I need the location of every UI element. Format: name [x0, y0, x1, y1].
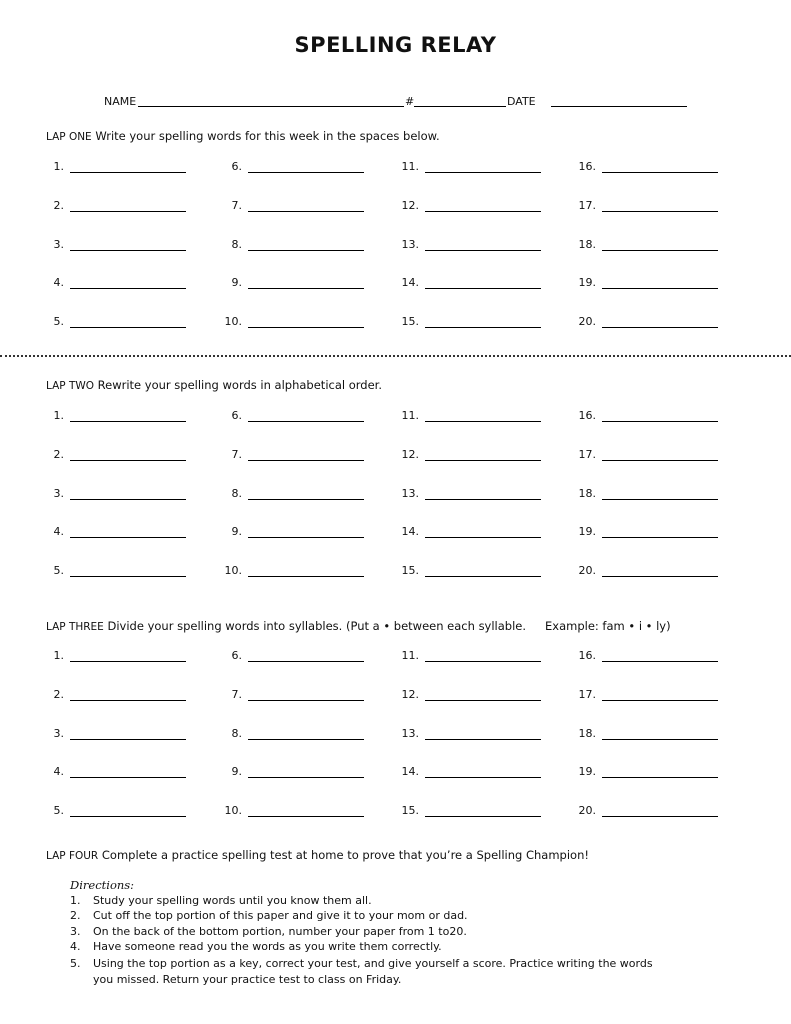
lap-one-number-label: 9. [231, 276, 242, 289]
lap-three-number-label: 10. [224, 804, 242, 817]
cut-line [0, 355, 791, 357]
lap-one-instruction: Write your spelling words for this week in the spaces below. [95, 129, 440, 143]
lap-one-answer-blank[interactable] [425, 250, 541, 251]
lap-two-number-label: 18. [578, 487, 596, 500]
lap-one-answer-blank[interactable] [602, 288, 718, 289]
lap-two-number-label: 5. [53, 564, 64, 577]
direction-number: 5. [70, 957, 81, 970]
lap-three-number-label: 5. [53, 804, 64, 817]
lap-three-answer-blank[interactable] [70, 816, 186, 817]
lap-one-answer-blank[interactable] [248, 211, 364, 212]
lap-three-number-label: 12. [401, 688, 419, 701]
lap-four-name: LAP FOUR [46, 850, 99, 862]
lap-two-answer-blank[interactable] [425, 499, 541, 500]
lap-three-answer-blank[interactable] [425, 661, 541, 662]
number-field[interactable] [414, 106, 506, 107]
lap-two-answer-blank[interactable] [602, 421, 718, 422]
lap-one-answer-blank[interactable] [425, 327, 541, 328]
date-label: DATE [507, 95, 536, 108]
lap-three-number-label: 13. [401, 727, 419, 740]
lap-one-answer-blank[interactable] [70, 172, 186, 173]
name-field[interactable] [138, 106, 404, 107]
lap-one-answer-blank[interactable] [248, 172, 364, 173]
lap-one-number-label: 12. [401, 199, 419, 212]
lap-two-number-label: 1. [53, 409, 64, 422]
lap-two-answer-blank[interactable] [70, 460, 186, 461]
lap-three-answer-blank[interactable] [602, 816, 718, 817]
lap-two-number-label: 7. [231, 448, 242, 461]
lap-three-title [46, 619, 526, 633]
lap-three-instruction: Divide your spelling words into syllables. (Put a • between each syllable. [107, 619, 527, 633]
lap-three-number-label: 6. [231, 649, 242, 662]
lap-two-number-label: 12. [401, 448, 419, 461]
lap-one-number-label: 4. [53, 276, 64, 289]
lap-one-number-label: 20. [578, 315, 596, 328]
lap-three-number-label: 20. [578, 804, 596, 817]
lap-one-answer-blank[interactable] [248, 250, 364, 251]
lap-one-number-label: 3. [53, 238, 64, 251]
lap-one-answer-blank[interactable] [602, 327, 718, 328]
lap-two-answer-blank[interactable] [70, 421, 186, 422]
lap-three-number-label: 17. [578, 688, 596, 701]
lap-three-number-label: 18. [578, 727, 596, 740]
lap-three-answer-blank[interactable] [425, 816, 541, 817]
lap-two-answer-blank[interactable] [70, 537, 186, 538]
direction-item [70, 925, 467, 938]
lap-three-answer-blank[interactable] [70, 777, 186, 778]
direction-text: Using the top portion as a key, correct your test, and give yourself a score. Practice writing the words [93, 957, 653, 970]
lap-two-title [46, 378, 382, 392]
lap-three-example: Example: fam • i • ly) [545, 619, 671, 633]
number-label: # [405, 95, 415, 108]
lap-one-number-label: 5. [53, 315, 64, 328]
lap-two-answer-blank[interactable] [602, 576, 718, 577]
lap-three-number-label: 3. [53, 727, 64, 740]
lap-two-answer-blank[interactable] [248, 537, 364, 538]
lap-one-answer-blank[interactable] [602, 172, 718, 173]
lap-one-number-label: 14. [401, 276, 419, 289]
lap-two-answer-blank[interactable] [70, 499, 186, 500]
lap-two-number-label: 10. [224, 564, 242, 577]
lap-one-answer-blank[interactable] [70, 327, 186, 328]
lap-one-number-label: 2. [53, 199, 64, 212]
lap-three-answer-blank[interactable] [70, 700, 186, 701]
lap-two-number-label: 6. [231, 409, 242, 422]
lap-two-number-label: 20. [578, 564, 596, 577]
lap-two-answer-blank[interactable] [248, 576, 364, 577]
lap-one-number-label: 19. [578, 276, 596, 289]
lap-three-number-label: 19. [578, 765, 596, 778]
lap-three-answer-blank[interactable] [248, 816, 364, 817]
lap-two-answer-blank[interactable] [248, 421, 364, 422]
lap-one-answer-blank[interactable] [425, 288, 541, 289]
lap-one-number-label: 17. [578, 199, 596, 212]
lap-three-answer-blank[interactable] [70, 661, 186, 662]
lap-one-answer-blank[interactable] [248, 327, 364, 328]
lap-two-answer-blank[interactable] [248, 499, 364, 500]
lap-two-answer-blank[interactable] [248, 460, 364, 461]
lap-three-name: LAP THREE [46, 621, 104, 633]
lap-one-answer-blank[interactable] [70, 288, 186, 289]
lap-one-number-label: 8. [231, 238, 242, 251]
direction-text-continued: you missed. Return your practice test to class on Friday. [93, 973, 402, 986]
lap-three-answer-blank[interactable] [70, 739, 186, 740]
lap-three-number-label: 16. [578, 649, 596, 662]
lap-one-number-label: 11. [401, 160, 419, 173]
lap-two-instruction: Rewrite your spelling words in alphabetical order. [97, 378, 382, 392]
lap-one-number-label: 1. [53, 160, 64, 173]
lap-two-answer-blank[interactable] [425, 537, 541, 538]
lap-one-number-label: 10. [224, 315, 242, 328]
page-title: SPELLING RELAY [294, 33, 497, 57]
lap-two-answer-blank[interactable] [425, 576, 541, 577]
lap-three-answer-blank[interactable] [425, 777, 541, 778]
lap-three-number-label: 1. [53, 649, 64, 662]
lap-three-answer-blank[interactable] [602, 777, 718, 778]
lap-four-instruction: Complete a practice spelling test at home to prove that you’re a Spelling Champion! [101, 848, 589, 862]
lap-two-number-label: 13. [401, 487, 419, 500]
lap-three-answer-blank[interactable] [425, 739, 541, 740]
lap-one-number-label: 15. [401, 315, 419, 328]
lap-three-number-label: 7. [231, 688, 242, 701]
lap-one-name: LAP ONE [46, 131, 92, 143]
direction-number: 3. [70, 925, 81, 938]
lap-three-answer-blank[interactable] [425, 700, 541, 701]
lap-two-answer-blank[interactable] [425, 460, 541, 461]
lap-three-number-label: 14. [401, 765, 419, 778]
direction-item [70, 957, 653, 970]
lap-one-answer-blank[interactable] [602, 211, 718, 212]
lap-three-answer-blank[interactable] [602, 739, 718, 740]
lap-three-number-label: 8. [231, 727, 242, 740]
direction-item [70, 894, 372, 907]
lap-two-answer-blank[interactable] [602, 460, 718, 461]
direction-text: Have someone read you the words as you write them correctly. [93, 940, 442, 953]
lap-one-number-label: 13. [401, 238, 419, 251]
lap-two-number-label: 9. [231, 525, 242, 538]
lap-one-number-label: 7. [231, 199, 242, 212]
lap-two-answer-blank[interactable] [602, 499, 718, 500]
lap-one-answer-blank[interactable] [70, 250, 186, 251]
direction-item [70, 909, 468, 922]
lap-three-answer-blank[interactable] [602, 661, 718, 662]
date-field[interactable] [551, 106, 687, 107]
lap-three-number-label: 2. [53, 688, 64, 701]
lap-one-answer-blank[interactable] [602, 250, 718, 251]
lap-two-answer-blank[interactable] [70, 576, 186, 577]
lap-three-answer-blank[interactable] [248, 739, 364, 740]
lap-two-name: LAP TWO [46, 380, 95, 392]
direction-text: Study your spelling words until you know them all. [93, 894, 372, 907]
lap-two-number-label: 8. [231, 487, 242, 500]
lap-three-answer-blank[interactable] [248, 661, 364, 662]
direction-item [70, 940, 442, 953]
lap-two-number-label: 19. [578, 525, 596, 538]
lap-three-number-label: 15. [401, 804, 419, 817]
lap-three-answer-blank[interactable] [248, 777, 364, 778]
directions-title: Directions: [70, 878, 135, 892]
lap-four-title [46, 848, 589, 862]
direction-text: On the back of the bottom portion, number your paper from 1 to20. [93, 925, 467, 938]
lap-one-answer-blank[interactable] [70, 211, 186, 212]
lap-two-number-label: 14. [401, 525, 419, 538]
lap-two-number-label: 17. [578, 448, 596, 461]
lap-two-number-label: 2. [53, 448, 64, 461]
lap-two-number-label: 15. [401, 564, 419, 577]
lap-one-answer-blank[interactable] [425, 172, 541, 173]
lap-two-number-label: 16. [578, 409, 596, 422]
lap-one-title [46, 129, 440, 143]
lap-two-number-label: 3. [53, 487, 64, 500]
direction-text: Cut off the top portion of this paper and give it to your mom or dad. [93, 909, 468, 922]
lap-two-number-label: 11. [401, 409, 419, 422]
lap-three-number-label: 4. [53, 765, 64, 778]
lap-two-answer-blank[interactable] [602, 537, 718, 538]
lap-three-number-label: 11. [401, 649, 419, 662]
lap-two-answer-blank[interactable] [425, 421, 541, 422]
lap-three-answer-blank[interactable] [602, 700, 718, 701]
lap-one-number-label: 16. [578, 160, 596, 173]
direction-number: 1. [70, 894, 81, 907]
lap-one-number-label: 18. [578, 238, 596, 251]
lap-two-number-label: 4. [53, 525, 64, 538]
lap-one-answer-blank[interactable] [248, 288, 364, 289]
direction-number: 4. [70, 940, 81, 953]
name-label: NAME [104, 95, 137, 108]
lap-one-number-label: 6. [231, 160, 242, 173]
lap-three-answer-blank[interactable] [248, 700, 364, 701]
lap-three-number-label: 9. [231, 765, 242, 778]
lap-one-answer-blank[interactable] [425, 211, 541, 212]
direction-number: 2. [70, 909, 81, 922]
